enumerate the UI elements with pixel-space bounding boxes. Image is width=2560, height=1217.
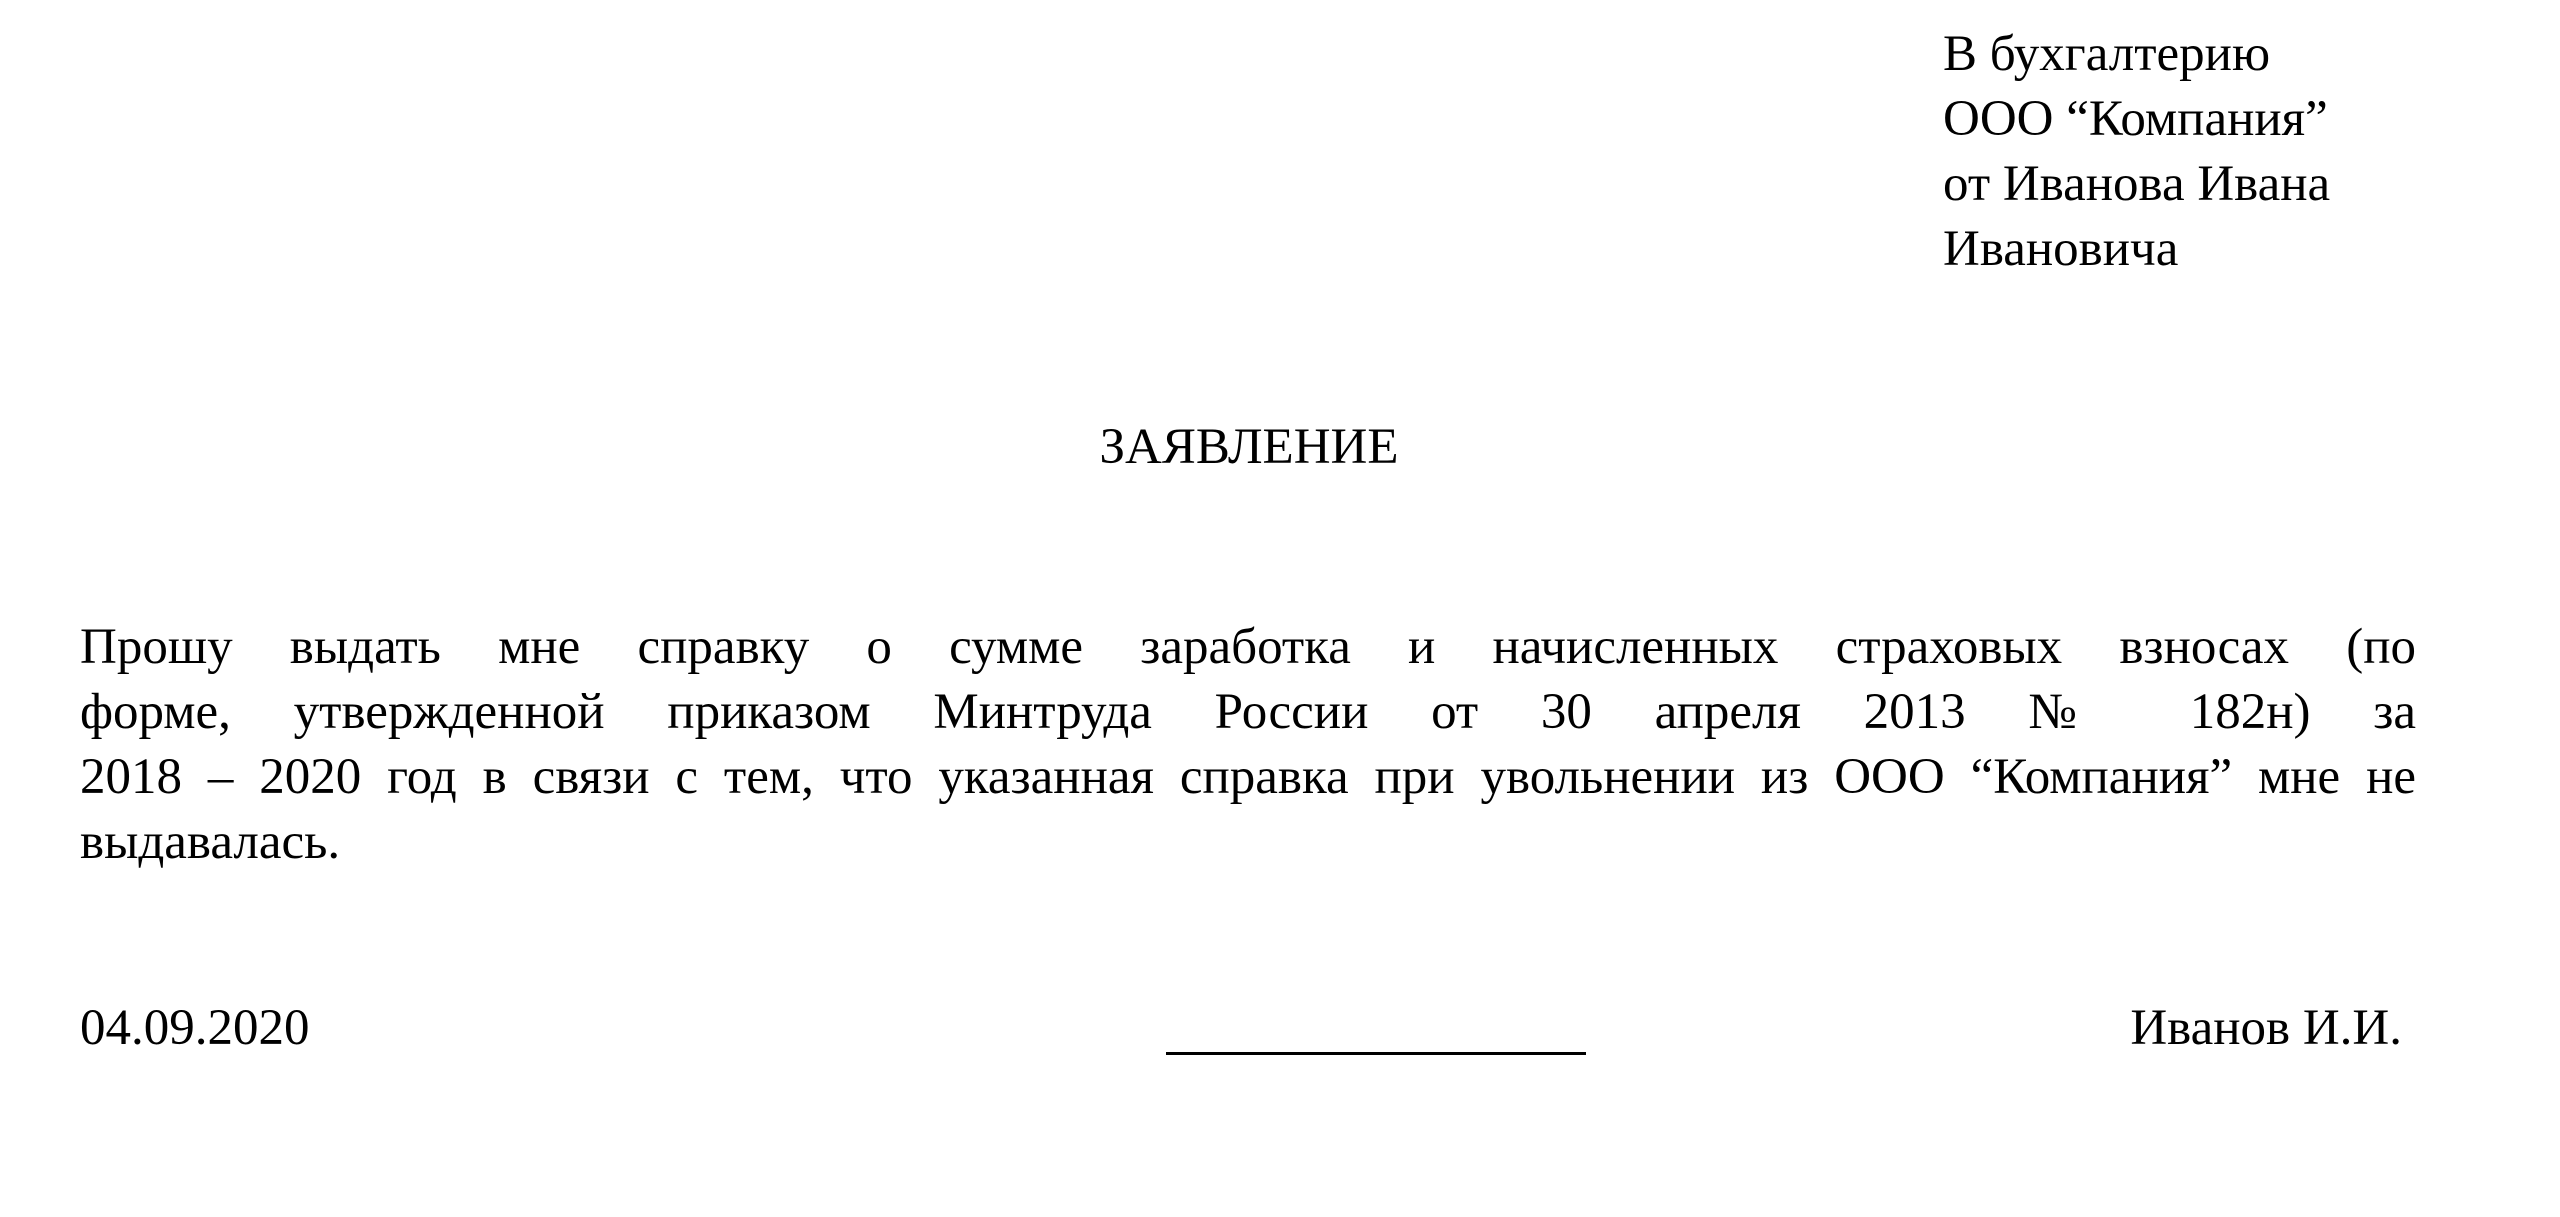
body-line: Прошу выдать мне справку о сумме заработка и начисленных страховых взносах (по (80, 619, 2416, 675)
body-line: форме, утвержденной приказом Минтруда России от 30 апреля 2013 № 182н) за (80, 684, 2416, 740)
signature-line (1166, 1052, 1586, 1055)
body-line: 2018 – 2020 год в связи с тем, что указанная справка при увольнении из ООО “Компания” мне не (80, 749, 2416, 805)
addressee-block (1943, 22, 2330, 282)
addressee-line: ООО “Компания” (1943, 91, 2328, 147)
application-body (80, 615, 2416, 875)
application-date: 04.09.2020 (80, 1000, 310, 1056)
applicant-name: Иванов И.И. (2130, 1000, 2402, 1056)
addressee-line: Ивановича (1943, 221, 2179, 277)
body-line: выдавалась. (80, 814, 341, 870)
document-title: ЗАЯВЛЕНИЕ (1099, 419, 1399, 475)
addressee-line: В бухгалтерию (1943, 26, 2271, 82)
addressee-line: от Иванова Ивана (1943, 156, 2331, 212)
